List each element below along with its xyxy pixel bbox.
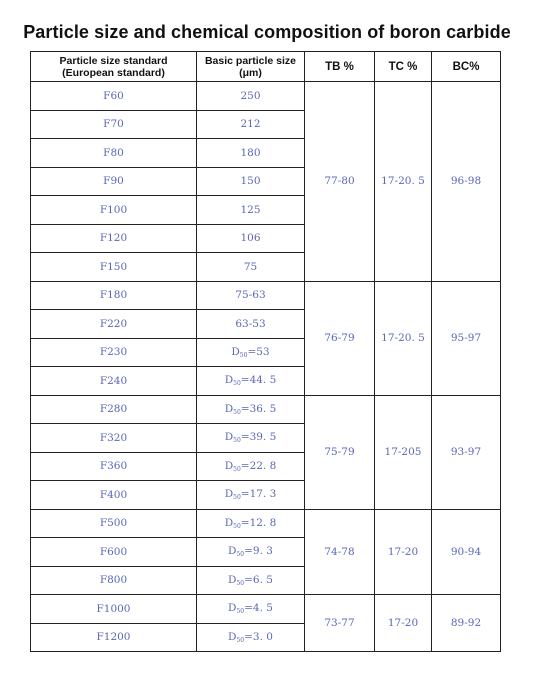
size-prefix: D xyxy=(224,431,234,444)
tb-cell: 74-78 xyxy=(305,509,375,595)
tb-cell: 77-80 xyxy=(305,82,375,282)
bc-cell: 89-92 xyxy=(432,595,501,652)
size-subscript: 50 xyxy=(233,494,241,502)
size-cell xyxy=(197,566,305,595)
size-cell: 150 xyxy=(197,167,305,196)
grade-cell: F90 xyxy=(31,167,197,196)
size-value: =17. 3 xyxy=(240,488,277,501)
grade-cell: F80 xyxy=(31,139,197,168)
header-tb: TB % xyxy=(305,52,375,82)
size-value: =22. 8 xyxy=(240,459,277,472)
size-prefix: D xyxy=(228,602,237,615)
grade-cell: F230 xyxy=(31,338,197,367)
size-cell: 75-63 xyxy=(197,281,305,310)
size-value: =3. 0 xyxy=(244,630,273,643)
bc-cell: 93-97 xyxy=(432,395,501,509)
table-row xyxy=(31,395,501,424)
grade-cell: F220 xyxy=(31,310,197,339)
page-title: Particle size and chemical composition of boron carbide xyxy=(23,22,511,42)
header-particle-standard xyxy=(31,52,197,82)
size-cell xyxy=(197,481,305,510)
header-tc: TC % xyxy=(375,52,432,82)
bc-cell: 90-94 xyxy=(432,509,501,595)
grade-cell: F1000 xyxy=(31,595,197,624)
header-row xyxy=(31,52,501,82)
size-prefix: D xyxy=(224,374,234,387)
size-subscript: 50 xyxy=(233,437,241,445)
size-cell xyxy=(197,367,305,396)
grade-cell: F500 xyxy=(31,509,197,538)
size-subscript: 50 xyxy=(233,408,241,416)
header-particle-standard-line2: (European standard) xyxy=(62,66,165,79)
size-cell xyxy=(197,623,305,652)
bc-cell: 96-98 xyxy=(432,82,501,282)
tc-cell: 17-20. 5 xyxy=(375,82,432,282)
table-row xyxy=(31,281,501,310)
grade-cell: F400 xyxy=(31,481,197,510)
grade-cell: F150 xyxy=(31,253,197,282)
size-prefix: D xyxy=(224,459,234,472)
size-value: =44. 5 xyxy=(240,374,277,387)
size-cell: 106 xyxy=(197,224,305,253)
size-cell xyxy=(197,595,305,624)
grade-cell: F600 xyxy=(31,538,197,567)
grade-cell: F320 xyxy=(31,424,197,453)
size-subscript: 50 xyxy=(236,579,245,587)
size-value: =6. 5 xyxy=(244,573,273,586)
size-cell: 212 xyxy=(197,110,305,139)
size-value: =9. 3 xyxy=(244,545,273,558)
grade-cell: F120 xyxy=(31,224,197,253)
size-cell: 75 xyxy=(197,253,305,282)
size-subscript: 50 xyxy=(239,351,248,359)
composition-table xyxy=(30,51,501,652)
size-value: =39. 5 xyxy=(240,431,277,444)
size-prefix: D xyxy=(224,516,234,529)
size-cell: 63-53 xyxy=(197,310,305,339)
size-value: =53 xyxy=(247,345,270,358)
size-cell xyxy=(197,509,305,538)
table-row xyxy=(31,509,501,538)
grade-cell: F70 xyxy=(31,110,197,139)
size-prefix: D xyxy=(224,402,234,415)
size-cell: 180 xyxy=(197,139,305,168)
size-cell xyxy=(197,338,305,367)
size-subscript: 50 xyxy=(233,522,241,530)
tc-cell: 17-20. 5 xyxy=(375,281,432,395)
grade-cell: F280 xyxy=(31,395,197,424)
header-basic-size xyxy=(197,52,305,82)
size-value: =36. 5 xyxy=(240,402,277,415)
header-bc: BC% xyxy=(432,52,501,82)
size-subscript: 50 xyxy=(233,465,241,473)
grade-cell: F1200 xyxy=(31,623,197,652)
grade-cell: F180 xyxy=(31,281,197,310)
size-value: =4. 5 xyxy=(244,602,273,615)
table-row xyxy=(31,595,501,624)
size-subscript: 50 xyxy=(236,608,245,616)
size-prefix: D xyxy=(228,630,237,643)
size-cell: 250 xyxy=(197,82,305,111)
size-prefix: D xyxy=(228,573,237,586)
table-row xyxy=(31,82,501,111)
tb-cell: 76-79 xyxy=(305,281,375,395)
grade-cell: F240 xyxy=(31,367,197,396)
tc-cell: 17-205 xyxy=(375,395,432,509)
size-cell xyxy=(197,452,305,481)
size-cell xyxy=(197,424,305,453)
size-prefix: D xyxy=(231,345,240,358)
tc-cell: 17-20 xyxy=(375,595,432,652)
tb-cell: 75-79 xyxy=(305,395,375,509)
size-cell xyxy=(197,395,305,424)
size-prefix: D xyxy=(224,488,234,501)
grade-cell: F60 xyxy=(31,82,197,111)
tb-cell: 73-77 xyxy=(305,595,375,652)
header-basic-size-line2: (μm) xyxy=(239,66,262,79)
size-cell: 125 xyxy=(197,196,305,225)
bc-cell: 95-97 xyxy=(432,281,501,395)
grade-cell: F100 xyxy=(31,196,197,225)
grade-cell: F360 xyxy=(31,452,197,481)
grade-cell: F800 xyxy=(31,566,197,595)
tc-cell: 17-20 xyxy=(375,509,432,595)
header-basic-size-line1: Basic particle size xyxy=(204,54,297,67)
header-particle-standard-line1: Particle size standard xyxy=(59,54,168,67)
size-cell xyxy=(197,538,305,567)
size-prefix: D xyxy=(228,545,237,558)
size-subscript: 50 xyxy=(236,636,245,644)
size-subscript: 50 xyxy=(236,551,245,559)
size-subscript: 50 xyxy=(233,380,241,388)
size-value: =12. 8 xyxy=(240,516,277,529)
